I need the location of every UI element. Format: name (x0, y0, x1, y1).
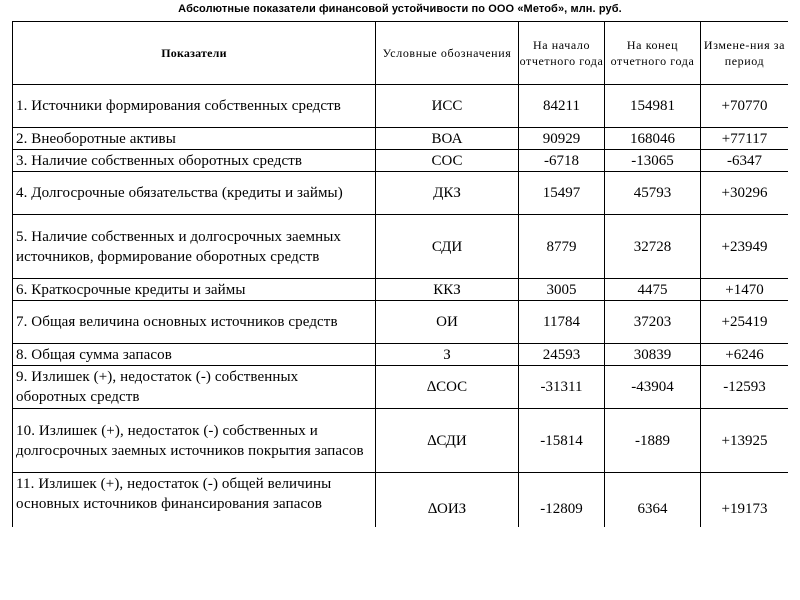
table-header-row (13, 22, 789, 85)
row-end-value: 4475 (605, 279, 701, 301)
row-symbol: ∆СДИ (376, 409, 519, 473)
row-start-value: -6718 (519, 150, 605, 172)
row-change-value: +70770 (701, 85, 789, 128)
row-symbol: ККЗ (376, 279, 519, 301)
row-end-value: -1889 (605, 409, 701, 473)
row-start-value: -15814 (519, 409, 605, 473)
row-start-value: -31311 (519, 366, 605, 409)
table-row (13, 344, 789, 366)
row-end-value: -43904 (605, 366, 701, 409)
table-row (13, 409, 789, 473)
row-change-value: +1470 (701, 279, 789, 301)
row-start-value: 11784 (519, 301, 605, 344)
row-symbol: ДКЗ (376, 172, 519, 215)
column-header-change: Измене-ния за период (701, 22, 789, 85)
financial-stability-table-container (12, 21, 788, 527)
row-symbol: ИСС (376, 85, 519, 128)
table-row (13, 85, 789, 128)
row-end-value: 30839 (605, 344, 701, 366)
column-header-symbols: Условные обозначения (376, 22, 519, 85)
row-indicator-name: 7. Общая величина основных источников средств (13, 301, 376, 344)
row-end-value: 6364 (605, 473, 701, 528)
row-start-value: 8779 (519, 215, 605, 279)
row-end-value: 45793 (605, 172, 701, 215)
table-row (13, 128, 789, 150)
row-indicator-name: 6. Краткосрочные кредиты и займы (13, 279, 376, 301)
row-end-value: -13065 (605, 150, 701, 172)
table-row (13, 215, 789, 279)
financial-stability-table (12, 21, 788, 527)
row-change-value: +13925 (701, 409, 789, 473)
table-row (13, 150, 789, 172)
row-symbol: СОС (376, 150, 519, 172)
row-change-value: -6347 (701, 150, 789, 172)
row-symbol: СДИ (376, 215, 519, 279)
row-indicator-name: 1. Источники формирования собственных средств (13, 85, 376, 128)
row-change-value: +23949 (701, 215, 789, 279)
row-end-value: 37203 (605, 301, 701, 344)
row-start-value: 24593 (519, 344, 605, 366)
row-change-value: -12593 (701, 366, 789, 409)
row-change-value: +25419 (701, 301, 789, 344)
table-row (13, 279, 789, 301)
row-symbol: ∆ОИЗ (376, 473, 519, 528)
table-row (13, 172, 789, 215)
row-start-value: 15497 (519, 172, 605, 215)
table-row (13, 301, 789, 344)
row-indicator-name: 9. Излишек (+), недостаток (-) собственных оборотных средств (13, 366, 376, 409)
row-indicator-name: 8. Общая сумма запасов (13, 344, 376, 366)
row-change-value: +19173 (701, 473, 789, 528)
row-indicator-name: 2. Внеоборотные активы (13, 128, 376, 150)
row-indicator-name: 10. Излишек (+), недостаток (-) собственных и долгосрочных заемных источников покрытия запасов (13, 409, 376, 473)
row-end-value: 168046 (605, 128, 701, 150)
row-symbol: ВОА (376, 128, 519, 150)
row-symbol: ОИ (376, 301, 519, 344)
row-indicator-name: 4. Долгосрочные обязательства (кредиты и займы) (13, 172, 376, 215)
column-header-start-of-year: На начало отчетного года (519, 22, 605, 85)
document-title: Абсолютные показатели финансовой устойчивости по ООО «Метоб», млн. руб. (178, 3, 622, 15)
row-start-value: 84211 (519, 85, 605, 128)
row-change-value: +77117 (701, 128, 789, 150)
row-start-value: 3005 (519, 279, 605, 301)
row-symbol: ∆СОС (376, 366, 519, 409)
row-start-value: 90929 (519, 128, 605, 150)
row-change-value: +30296 (701, 172, 789, 215)
row-end-value: 154981 (605, 85, 701, 128)
row-indicator-name: 11. Излишек (+), недостаток (-) общей величины основных источников финансирования запасов (13, 473, 376, 528)
table-row (13, 366, 789, 409)
column-header-end-of-year: На конец отчетного года (605, 22, 701, 85)
row-change-value: +6246 (701, 344, 789, 366)
row-start-value: -12809 (519, 473, 605, 528)
table-row (13, 473, 789, 528)
row-end-value: 32728 (605, 215, 701, 279)
row-symbol: З (376, 344, 519, 366)
column-header-indicators: Показатели (13, 22, 376, 85)
row-indicator-name: 3. Наличие собственных оборотных средств (13, 150, 376, 172)
row-indicator-name: 5. Наличие собственных и долгосрочных заемных источников, формирование оборотных средств (13, 215, 376, 279)
